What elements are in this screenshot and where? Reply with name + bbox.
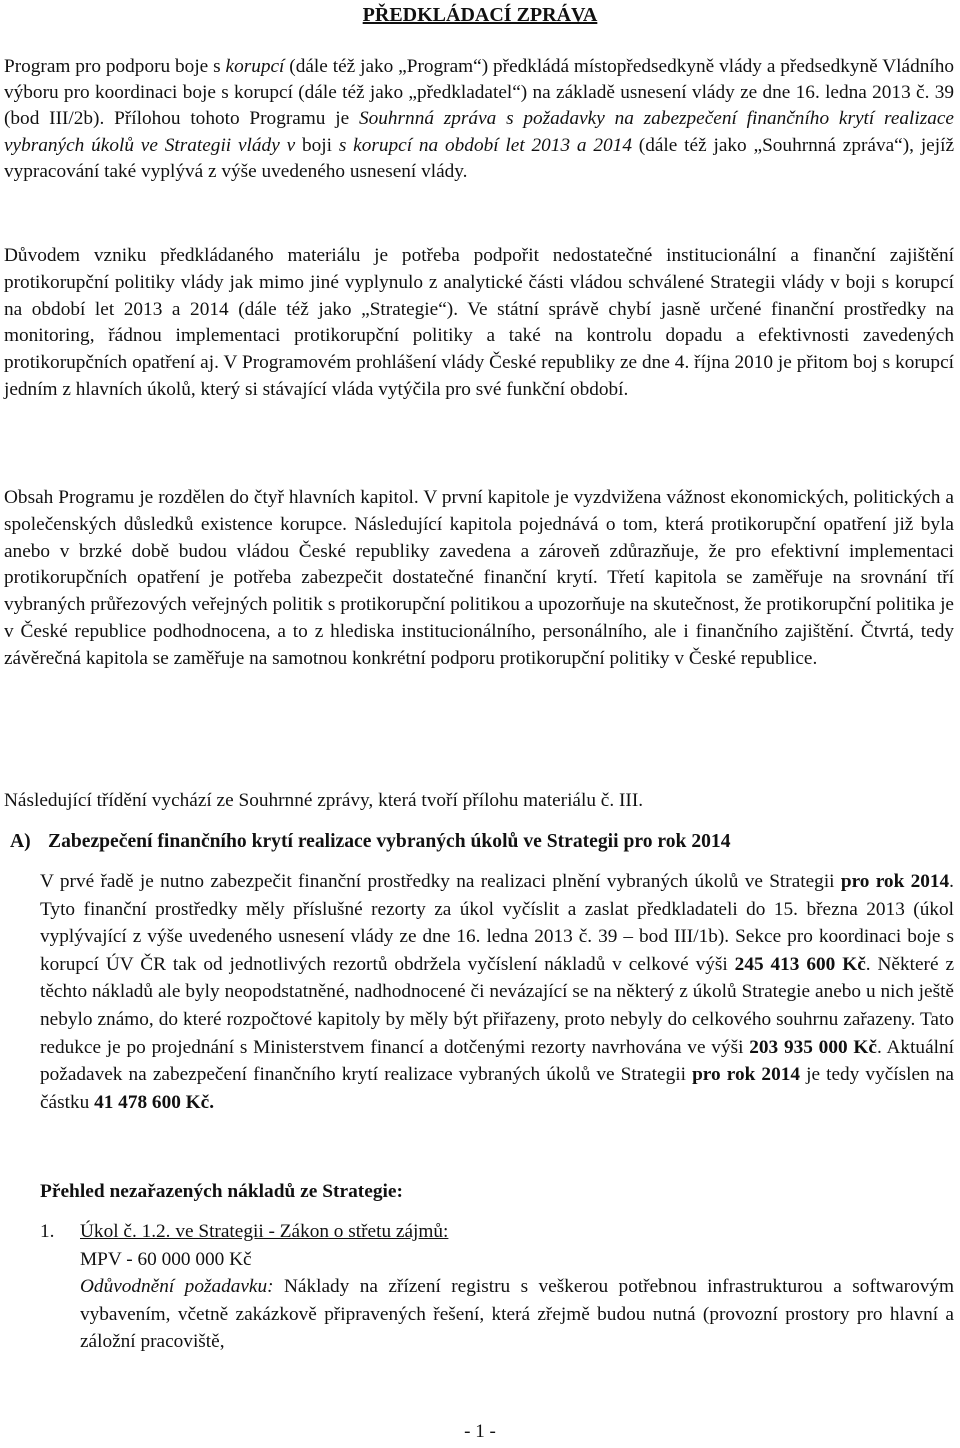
list-item-number: 1.: [40, 1221, 55, 1242]
list-item-title: Úkol č. 1.2. ve Strategii - Zákon o střetu zájmů:: [80, 1221, 449, 1242]
section-a-label: A): [10, 831, 31, 852]
list-item-body: [80, 1218, 954, 1356]
sorting-paragraph: Následující třídění vychází ze Souhrnné zprávy, která tvoří přílohu materiálu č. III.: [4, 790, 644, 811]
section-a-heading: [10, 828, 950, 856]
overview-heading: Přehled nezařazených nákladů ze Strategie:: [40, 1181, 403, 1202]
page-title: PŘEDKLÁDACÍ ZPRÁVA: [362, 4, 598, 26]
contents-paragraph: Obsah Programu je rozdělen do čtyř hlavních kapitol. V první kapitole je vyzdvižena vážnost ekonomických, politických a společenských důsledků existence korupce. Následující kapitola pojednává o tom, která protikorupční opatření již byla anebo v brzké době budou vládou České republiky zavedena a zároveň zdůrazňuje, že pro efektivní implementaci protikorupčních opatření je potřeba zabezpečit dostatečné finanční krytí. Třetí kapitola se zaměřuje na srovnání tří vybraných průřezových veřejných politik s protikorupční politikou a upozorňuje na skutečnost, že protikorupční politika je v České republice podhodnocena, a to z hlediska institucionálního, personálního, ale i finančního zajištění. Čtvrtá, tedy závěrečná kapitola se zaměřuje na samotnou konkrétní podporu protikorupční politiky v České republice.: [4, 487, 954, 669]
intro-paragraph: Program pro podporu boje s korupcí (dále též jako „Program“) předkládá místopředsedkyně vlády a předsedkyně Vládního výboru pro koordinaci boje s korupcí (dále též jako „předkladatel“) na základě usnesení vlády ze dne 16. ledna 2013 č. 39 (bod III/2b). Přílohou tohoto Programu je Souhrnná zpráva s požadavky na zabezpečení finančního krytí realizace vybraných úkolů ve Strategii vlády v boji s korupcí na období let 2013 a 2014 (dále též jako „Souhrnná zpráva“), jejíž vypracování také vyplývá z výše uvedeného usnesení vlády.: [4, 56, 955, 182]
section-a-paragraph: V prvé řadě je nutno zabezpečit finanční prostředky na realizaci plnění vybraných úkolů ve Strategii pro rok 2014. Tyto finanční prostředky měly příslušné rezorty za úkol vyčíslit a zaslat předkladateli do 15. března 2013 (úkol vyplývající z výše uvedeného usnesení vlády ze dne 16. ledna 2013 č. 39 – bod III/1b). Sekce pro koordinaci boje s korupcí ÚV ČR tak od jednotlivých rezortů obdržela vyčíslení nákladů v celkové výši 245 413 600 Kč. Některé z těchto nákladů ale byly neopodstatněné, nadhodnocené či nevázající se na některý z úkolů Strategie anebo u nich ještě nebylo známo, do které rozpočtové kapitoly by měly být přiřazeny, proto nebyly do celkového souhrnu zařazeny. Tato redukce je po projednání s Ministerstvem financí a dotčenými rezorty navrhována ve výši 203 935 000 Kč. Aktuální požadavek na zabezpečení finančního krytí realizace vybraných úkolů ve Strategii pro rok 2014 je tedy vyčíslen na částku 41 478 600 Kč.: [40, 871, 955, 1113]
page-number: - 1 -: [464, 1421, 496, 1442]
section-a-title: Zabezpečení finančního krytí realizace vybraných úkolů ve Strategii pro rok 2014: [48, 831, 731, 852]
motivation-paragraph: Důvodem vzniku předkládaného materiálu je potřeba podpořit nedostatečné institucionální a finanční zajištění protikorupční politiky vlády jak mimo jiné vyplynulo z analytické části vládou schválené Strategii vlády v boji s korupcí na období let 2013 a 2014 (dále též jako „Strategie“). Ve státní správě chybí jasně určené finanční prostředky na monitoring, řádnou implementaci protikorupční politiky a také na kontrolu dopadu a efektivnosti zavedených protikorupčních opatření aj. V Programovém prohlášení vlády České republiky ze dne 4. října 2010 je přitom boj s korupcí jedním z hlavních úkolů, který si stávající vláda vytýčila pro své funkční období.: [4, 245, 954, 400]
list-item-reason: Odůvodnění požadavku: Náklady na zřízení registru s veškerou potřebnou infrastrukturou a softwarovým vybavením, včetně zakázkově připravených řešení, která zřejmě budou nutná (provozní prostory pro hlavní a záložní pracoviště,: [80, 1276, 954, 1353]
list-item-amount: MPV - 60 000 000 Kč: [80, 1248, 252, 1270]
reason-label: Odůvodnění požadavku:: [80, 1276, 274, 1298]
